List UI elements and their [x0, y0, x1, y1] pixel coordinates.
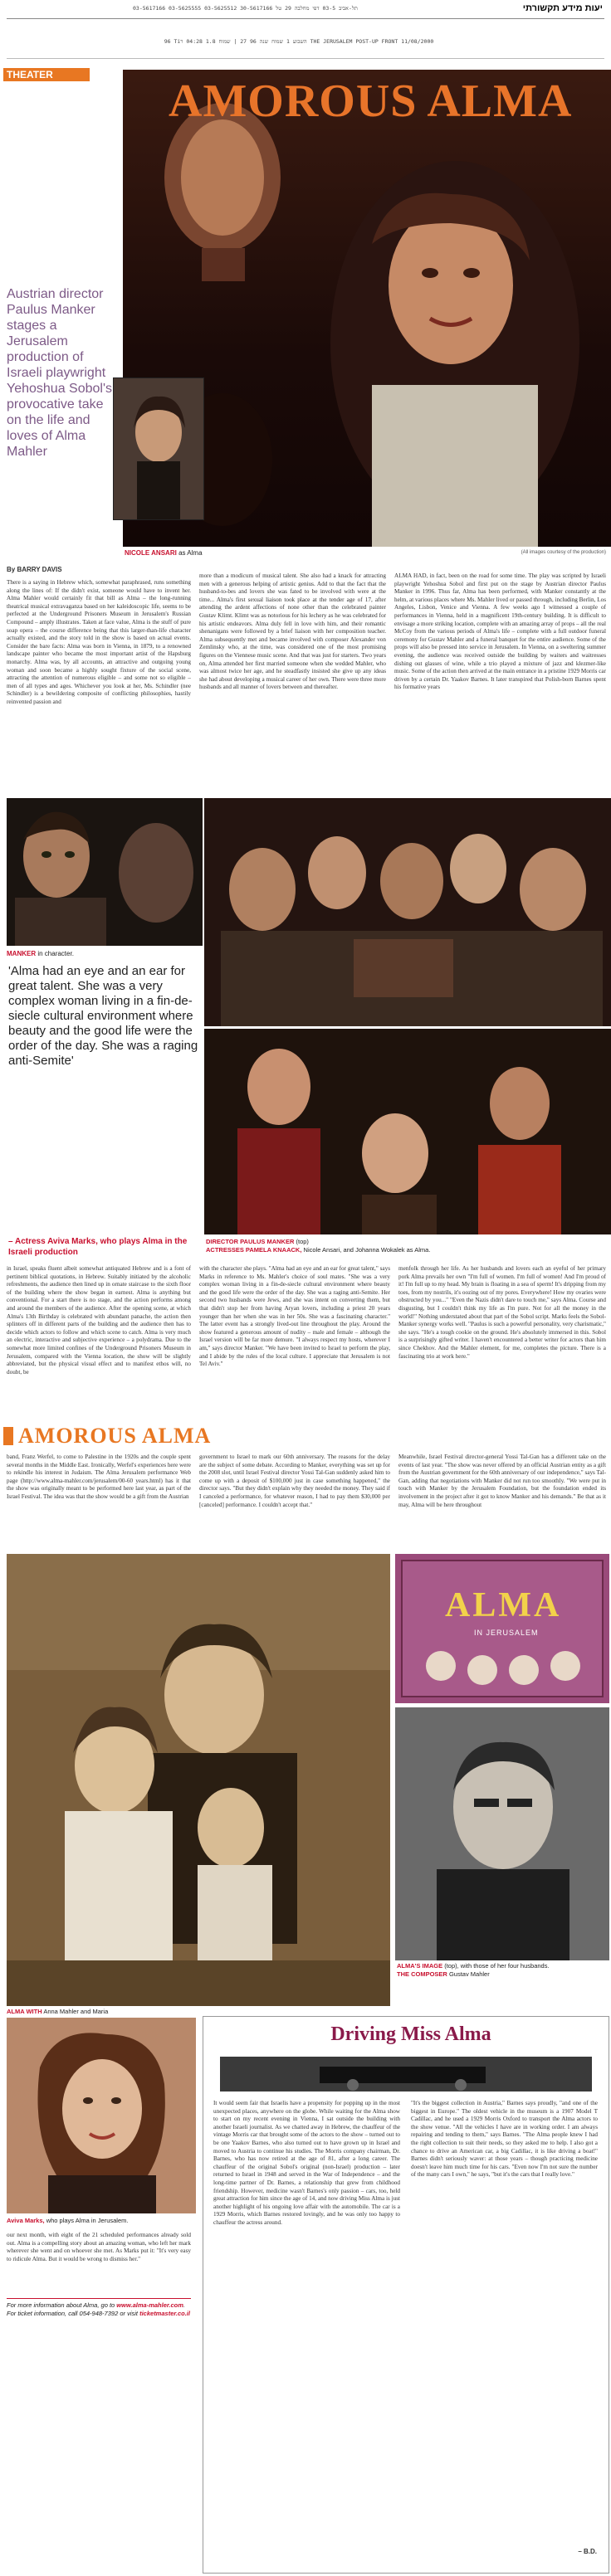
- sidebar-box: [203, 2016, 609, 2574]
- info-box-text-2: . For ticket information, call 054-948-7392 or visit: [7, 2301, 185, 2317]
- composer-caption-line-2: [397, 1970, 609, 1979]
- hero-credit: (All images courtesy of the production): [521, 550, 606, 555]
- director-caption-name-2: ACTRESSES PAMELA KNAACK,: [206, 1246, 302, 1254]
- aviva-photo: [7, 2018, 196, 2213]
- stage-photo-top: [204, 798, 611, 1026]
- pull-quote: 'Alma had an eye and an ear for great talent. She was a very complex woman living in a fin-de-siecle cultural environment where beauty and the good life were the order of the day. She was a raging anti-Semite': [8, 964, 198, 1068]
- sidebar-headline: Driving Miss Alma: [330, 2023, 491, 2045]
- article-col-1: There is a saying in Hebrew which, somewhat paraphrased, runs something along the lines of: If the didn't exist, someone would have to invent her. Alma Mahler would certainly fit that bill as Alma – the long-running theatrical musical extravaganza based on her kaleidoscopic life, seems to be perfected at the Underground Prisoners Museum in Jerusalem's Russian Compound – amply illustrates. Taken at face value, Alma is the stuff of pure soap opera – the course difference being that this larger-than-life character actually existed, and the story told in the show is based on actual events. Consider the bare facts: Alma was born in Vienna, in 1879, to a renowned landscape painter who became the most important artist of the Hapsburg monarchy. Alma was, by all accounts, an attractive and outgoing young woman and soon became a highly sought fixture of the social scene, attracting the attention of numerous eligible – and some not so eligible – men of all types and ages. Whichever you look at her, Ms. Schindler (nee Schindler) is a bewildering composite of conflicting philosophies, hastily reinvented passion and: [7, 579, 191, 705]
- daughter-caption-name: ALMA WITH: [7, 2008, 42, 2015]
- deck: Austrian director Paulus Manker stages a Jerusalem production of Israeli playwright Yehoshua Sobol's provocative take on the life and loves of Alma Mahler: [7, 287, 113, 459]
- car-photo-art: [220, 2057, 592, 2091]
- director-caption: [206, 1238, 604, 1254]
- family-photo-art: [7, 1554, 390, 2006]
- car-photo: [220, 2057, 592, 2091]
- composer-caption-text-1: (top), with those of her four husbands.: [444, 1962, 550, 1970]
- director-caption-name-1: DIRECTOR PAULUS MANKER: [206, 1238, 295, 1245]
- director-caption-text-2: Nicole Ansari, and Johanna Wokalek as Alma.: [303, 1246, 431, 1254]
- inset-photo: [113, 377, 204, 520]
- manker-photo-art: [7, 798, 203, 946]
- aviva-caption-name: Aviva Marks,: [7, 2217, 45, 2224]
- article-col-2: more than a modicum of musical talent. She also had a knack for attracting men with a generous helping of artistic genius. Add to that the fact that the husband-to-bes and lovers she was fated to be involved with were at the time... Alma's first sexual liaison took place at the tender age of 17, after attending the ardent affections of none other than the celebrated painter Gustav Klimt. Klimt was as notorious for his lechery as he was celebrated for his artistic endeavors. Alma duly fell in love with him, and their romantic shenanigans were followed by a brief liaison with her composition teacher. Alma subsequently met and became involved with composer Alexander von Zemlinsky who, at the time, was considered one of the most promising figures on the Viennese music scene. And that was just for starters. Two years on, Alma attended her first married someone when she wedded Mahler, who was almost twice her age, and he steadfastly insisted she give up any ideas she had about developing a musical career of her own. There were three more husbands and all manner of lovers between and thereafter.: [199, 572, 386, 691]
- byline: By BARRY DAVIS: [7, 566, 62, 573]
- header-rule: [7, 18, 604, 19]
- composer-caption-name-1: ALMA'S IMAGE: [397, 1962, 443, 1970]
- article3-col-2: government to Israel to mark our 60th anniversary. The reasons for the delay are the subject of some debate. According to Manker, everything was set up for the 2008 slot, until Israel Festival director Yossi Tal-Gan suddenly asked him to come up with a deposit of $100,000 just in case something happened," the director says. "But they didn't explain why they needed the money. They said if I canceled a performance, for whatever reason, I had to pay them $30,000 per [canceled] performance. I couldn't accept that.": [199, 1454, 390, 1508]
- article2-col-1: in Israel, speaks fluent albeit somewhat antiquated Hebrew and is a font of pertinent biblical quotations, in Hebrew. Suitably initiated by the alcoholic refreshments, the audience then lined up in ornate staircase to the sixth floor of the building where the show began in earnest. Alma is anything but conventional. For a start there is no stage, and the action performs among and around the members of the audience. After the opening scene, at which Alma's 13th Birthday is celebrated with abundant panache, the action then splinters off in different parts of the building and the audience then has to decide which actors to follow and which scene to catch. Alma is very much an electric, interactive and subjective experience – a polydrama. Due to the somewhat more limited confines of the Underground Prisoners Museum in Jerusalem, compared with the Vienna location, the show will be slightly abbreviated, but the physical visual effect and to manifest ethos will, no doubt, be: [7, 1265, 191, 1376]
- manker-caption: [7, 950, 198, 958]
- second-heading: AMOROUS ALMA: [18, 1424, 212, 1448]
- composer-photo: [395, 1707, 609, 1960]
- outlet-info-line: 03-5617166 03-5625555 03-5625512 תל-אביב 03-5 דפי מחלבה 29 טל 30-5617166: [133, 5, 358, 12]
- article-col-3: ALMA HAD, in fact, been on the road for some time. The play was scripted by Israeli playwright Yehoshua Sobol and first put on the stage by Austrian director Paulus Manker in 1996. Thus far, Alma has been performed, with Manker constantly at the helm, at various places where Ms. Mahler lived or passed through, including Berlin, Los Angeles, Lisbon, Venice and Vienna. A few weeks ago I witnessed a couple of performances in Vienna, held in a magnificent 19th-century building. It is difficult to envisage a more striking location, complete with an amazing array of props – all the real McCoy from the various periods of Alma's life – complete with a full outdoor funeral ceremony for Gustav Mahler and a funeral banquet for the entire audience. Some of the props will also be pressed into service in Jerusalem. In Vienna, on a sweltering summer evening, the audience was received outside the building by waiters and waitresses dishing out glasses of wine, while a trio played a mixture of jazz and klezmer-like music. Some of the action then arrived at the main entrance in a pristine 1929 Morris car driven by a certain Dr. Yaakov Barnes. It later transpired that Polish-born Barnes spent his formative years: [394, 572, 606, 691]
- info-box: [7, 2298, 191, 2318]
- manker-photo: [7, 798, 203, 946]
- sidebar-col-2: "It's the biggest collection in Austria," Barnes says proudly, "and one of the biggest in Europe." The oldest vehicle in the museum is a 1907 Model T Cadillac, and he used a 1929 Morris Oxford to transport the Alma actors to the show venue. "All the vehicles I have are in working order. I am always repairing and tending to them," says Barnes. "The Alma people knew I had the right collection to suit their needs, so they asked me to help. I also got a chance to drive an American car, a big Cadillac, it is like driving a boat!" Barnes didn't seriously waver: at those years – though practicing medicine doesn't leave him much time for his cars. "Even now I'm not sure the number of the many cars I own," he says, "but it's the cars that I really love.": [411, 2100, 598, 2179]
- info-box-link-2[interactable]: ticketmaster.co.il: [139, 2310, 190, 2317]
- stage-photo-bottom-art: [204, 1029, 611, 1234]
- article2-col-3: menfolk through her life. As her husbands and lovers each an eyeful of her primary pork Alma prevails her own "I'm full of women. I'm full of women! And I'm proud of it! I'm full up to my head. My brain is floating in a sea of sperm! It's dripping from my toes, from my nostrils, it's oozing out of my pores. Everywhere! How my ovaries were obstructed by you..." "Even the Nazis didn't dare to touch me," says Alma. Course and disgusting, but I couldn't think my life as I'm pure. Not for all the money in the world!" Nothing understated about that part of the Sobol script. Marks feels the Sobol-Manker synergy works well. "Paulus is such a powerful personality, very charismatic," she says. "He's a tough cookie on the ground. He's absolutely immersed in this. Sobol is a surprisingly gifted writer. I haven't encountered a better writer for actors than him since Chekhov. And the Mahler element, for me, completes the picture. There is a fascinating trio at work here.": [398, 1265, 606, 1360]
- clipping-header: [0, 0, 611, 63]
- article3-col-3: Meanwhile, Israel Festival director-general Yossi Tal-Gan has a different take on the events of last year. "The show was never offered by an official Austrian entity as a gift from the Austrian government for the 60th anniversary of our independence," says Tal-Gan, adding that negotiations with Manker did not run too smoothly. "We were put in touch with Manker by the Jerusalem Foundation, but the foundation ended its involvement in the project after it got to know Manker and his demands." Be that as it may, Alma will be here throughout: [398, 1454, 606, 1508]
- daughter-caption: [7, 2008, 339, 2016]
- sidebar-col-1: It would seem fair that Israelis have a propensity for popping up in the most unexpected places, anywhere on the globe. While waiting for the Alma show to start on my recent evening in Vienna, I sat outside the building with another Israeli journalist. As we chatted away in Hebrew, the chauffeur of the vintage Morris car that brought some of the actors to the show – turned out to be one Yaakov Barnes, who also turned out to have grown up in Israel and moved to Austria to continue his studies. The Morris company chairman, Dr. Barnes, who has now retired at the age of 81, after a long career. The chauffeur of the original Sobol's original (non-Israel) production – later returned to Israel in 1948 and served in the War of Independence – and the long-time partner of Dr. Barnes, a relationship that grew from childhood friendship. However, medicine wasn't Barnes's only passion – cars, too, held great attraction for him since the age of 14, and now driving Miss Alma is just another highlight of his ongoing love affair with the automobile. The car is a 1929 Morris, which Barnes restored lovingly, and he was only too happy to chauffeur the actress around.: [213, 2100, 400, 2226]
- family-photo: [7, 1554, 390, 2006]
- outlet-logo: יעות מידע תקשורתי: [522, 3, 603, 13]
- composer-caption-name-2: THE COMPOSER: [397, 1970, 447, 1978]
- info-box-text: For more information about Alma, go to: [7, 2301, 115, 2309]
- inset-photo-art: [114, 378, 203, 519]
- headline: AMOROUS ALMA: [169, 75, 573, 127]
- composer-caption-text-2: Gustav Mahler: [448, 1970, 490, 1978]
- aviva-caption: [7, 2217, 196, 2225]
- director-caption-text-1: (top): [296, 1238, 309, 1245]
- dateline-rule: [7, 58, 604, 59]
- composer-caption-line-1: [397, 1962, 609, 1970]
- section-label: THEATER: [3, 68, 90, 81]
- article2-col-2: with the character she plays. "Alma had an eye and an ear for great talent," says Marks in reference to Ms. Mahler's choice of soul mates. "She was a very complex woman living in a fin-de-siecle cultural environment where beauty and the good life were the order of the day. She was a raging anti-Semite. Her second two husbands were Jews, and she was intent on converting them, but that didn't stop her from having Aryan lovers, including a priest 20 years younger than her when she was in her 50s. She was a fascinating character." The latter event has a strongly lived-out line throughout the play. Around the show featured a generous amount of nudity – male and female – although the Israel version will be far more demure. "I always respect my hosts, wherever I am," says director Manker. "We have been invited to Israel to perform the play, and I abide by the rules of the local culture. I appreciate that Jerusalem is not Tel Aviv.": [199, 1265, 390, 1368]
- alma-poster: [395, 1554, 609, 1703]
- daughter-caption-text: Anna Mahler and Maria: [43, 2008, 109, 2015]
- sidebar-byline: – B.D.: [578, 2548, 597, 2555]
- director-caption-line-2: [206, 1246, 604, 1254]
- alma-poster-title: ALMA: [445, 1586, 562, 1624]
- aviva-caption-text: who plays Alma in Jerusalem.: [46, 2217, 129, 2224]
- tail-text: our next month, with eight of the 21 scheduled performances already sold out. Alma is a compelling story about an amazing woman, who left her mark wherever she went and on whoever she met. As Marks put it: "It's very easy to ridicule Alma. But it would be wrong to dismiss her.": [7, 2232, 191, 2262]
- stage-photo-bottom: [204, 1029, 611, 1234]
- info-box-link-1[interactable]: www.alma-mahler.com: [116, 2301, 183, 2309]
- hero-caption-text: as Alma: [178, 549, 203, 557]
- dateline: 96 Tiהשבוע 1 שמוח שנה 96 27 | שמוח 1.8 04:28 ר THE JERUSALEM POST-UP FRONT 11/08/2000: [164, 38, 434, 45]
- stage-photo-top-art: [204, 798, 611, 1026]
- second-heading-bar: [3, 1427, 13, 1445]
- composer-caption: [397, 1962, 609, 1979]
- pull-quote-attribution: – Actress Aviva Marks, who plays Alma in the Israeli production: [8, 1237, 188, 1257]
- alma-poster-subtitle: IN JERUSALEM: [474, 1629, 539, 1637]
- manker-caption-text: in character.: [37, 950, 74, 957]
- hero-caption: [125, 549, 374, 558]
- article3-col-1: band, Franz Werfel, to come to Palestine in the 1920s and the couple spent several months in the Middle East. Ironically, Werfel's experiences here were to rekindle his interest in Judaism. The Alma Jerusalem performance Web page (http://www.alma-mahler.com/jerusalem/00-60 years.html) has it that the show was originally meant to be performed here last year, as part of the Israel Festival. The idea was that the show would be a gift from the Austrian: [7, 1454, 191, 1500]
- aviva-photo-art: [7, 2018, 196, 2213]
- composer-photo-art: [395, 1707, 609, 1960]
- director-caption-line-1: [206, 1238, 604, 1246]
- hero-caption-name: NICOLE ANSARI: [125, 549, 177, 557]
- manker-caption-name: MANKER: [7, 950, 37, 957]
